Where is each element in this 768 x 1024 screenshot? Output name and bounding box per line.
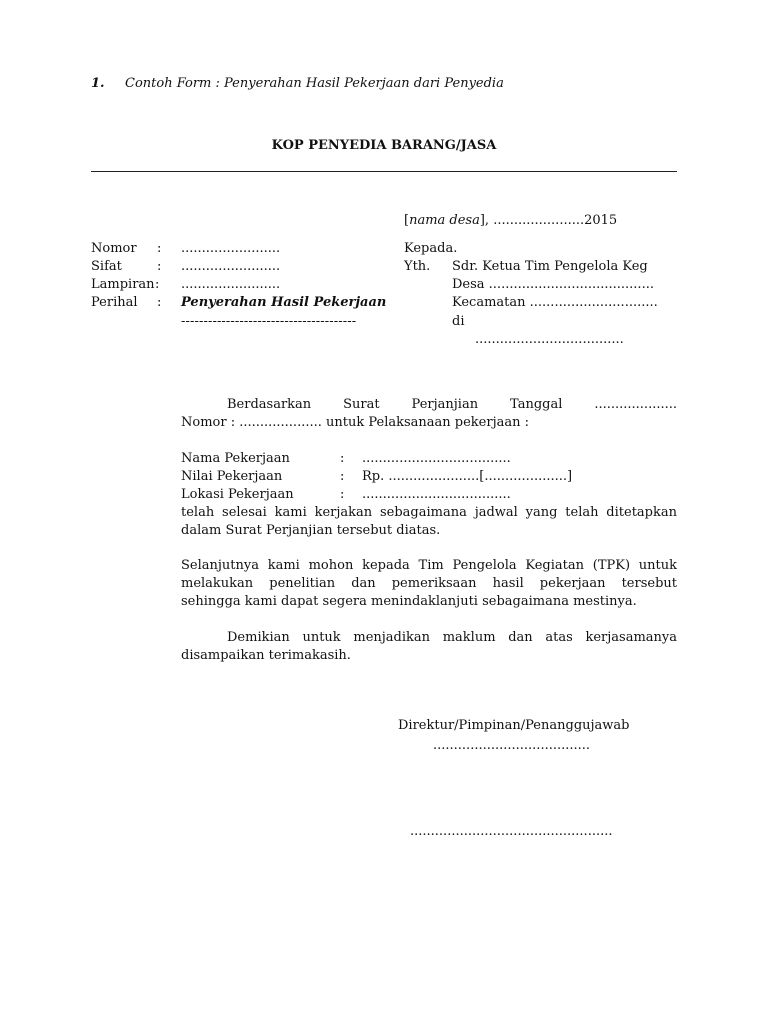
detail-value-nama: ....................................: [362, 451, 511, 466]
heading-title: Contoh Form : Penyerahan Hasil Pekerjaan dari Penyedia: [125, 76, 504, 91]
paragraph-2-line2: dalam Surat Perjanjian tersebut diatas.: [181, 523, 441, 538]
recipient-line1: Sdr. Ketua Tim Pengelola Keg: [452, 259, 648, 274]
meta-colon-perihal: :: [157, 295, 162, 310]
meta-label-sifat: Sifat: [91, 259, 122, 274]
meta-value-sifat: ........................: [181, 259, 281, 274]
place-date: [404, 213, 617, 229]
p1-word: Tanggal: [510, 397, 563, 412]
meta-colon-nomor: :: [157, 241, 162, 256]
meta-colon-sifat: :: [157, 259, 162, 274]
meta-value-perihal: Penyerahan Hasil Pekerjaan: [181, 295, 387, 310]
paragraph-3-line2: melakukan penelitian dan pemeriksaan hasil pekerjaan tersebut: [181, 576, 677, 591]
meta-label-nomor: Nomor: [91, 241, 137, 256]
meta-colon-lampiran: :: [155, 277, 160, 292]
kop-title: KOP PENYEDIA BARANG/JASA: [271, 138, 497, 153]
paragraph-1-line1: [227, 397, 677, 413]
detail-value-lokasi: ....................................: [362, 487, 511, 502]
meta-value-lampiran: ........................: [181, 277, 281, 292]
recipient-line5: ....................................: [475, 332, 624, 347]
p1-word: Berdasarkan: [227, 397, 312, 412]
paragraph-1-line2: Nomor : .................... untuk Pelaksanaan pekerjaan :: [181, 415, 530, 430]
detail-colon-nama: :: [340, 451, 345, 466]
kop-divider: [91, 171, 677, 172]
p1-word: ....................: [594, 397, 677, 412]
detail-value-nilai: Rp. ......................[....................]: [362, 469, 573, 484]
recipient-line2: Desa ........................................: [452, 277, 654, 292]
paragraph-3-line1: Selanjutnya kami mohon kepada Tim Pengelola Kegiatan (TPK) untuk: [181, 558, 677, 573]
detail-colon-lokasi: :: [340, 487, 345, 502]
signature-name: .................................................: [410, 824, 613, 839]
detail-label-lokasi: Lokasi Pekerjaan: [181, 487, 294, 502]
place-date-open: [: [404, 213, 410, 228]
paragraph-4-line2: disampaikan terimakasih.: [181, 648, 351, 663]
signature-company: ......................................: [433, 738, 591, 753]
detail-label-nama: Nama Pekerjaan: [181, 451, 290, 466]
p1-word: Surat: [343, 397, 380, 412]
meta-label-perihal: Perihal: [91, 295, 138, 310]
paragraph-4-line1: Demikian untuk menjadikan maklum dan atas kerjasamanya: [227, 630, 677, 645]
heading-number: 1.: [91, 76, 105, 91]
recipient-line3: Kecamatan ...............................: [452, 295, 658, 310]
detail-colon-nilai: :: [340, 469, 345, 484]
recipient-yth: Yth.: [404, 259, 431, 274]
paragraph-2-line1: telah selesai kami kerjakan sebagaimana jadwal yang telah ditetapkan: [181, 505, 677, 520]
place-date-placeholder: nama desa: [409, 213, 480, 228]
signature-title: Direktur/Pimpinan/Penanggujawab: [398, 718, 630, 733]
paragraph-3-line3: sehingga kami dapat segera menindaklanjuti sebagaimana mestinya.: [181, 594, 637, 609]
perihal-underline: ---------------------------------------: [181, 314, 357, 329]
recipient-line4: di: [452, 314, 465, 329]
recipient-kepada: Kepada.: [404, 241, 458, 256]
place-date-rest: ], ......................2015: [479, 213, 618, 228]
meta-label-lampiran: Lampiran: [91, 277, 155, 292]
p1-word: Perjanjian: [411, 397, 479, 412]
detail-label-nilai: Nilai Pekerjaan: [181, 469, 283, 484]
meta-value-nomor: ........................: [181, 241, 281, 256]
